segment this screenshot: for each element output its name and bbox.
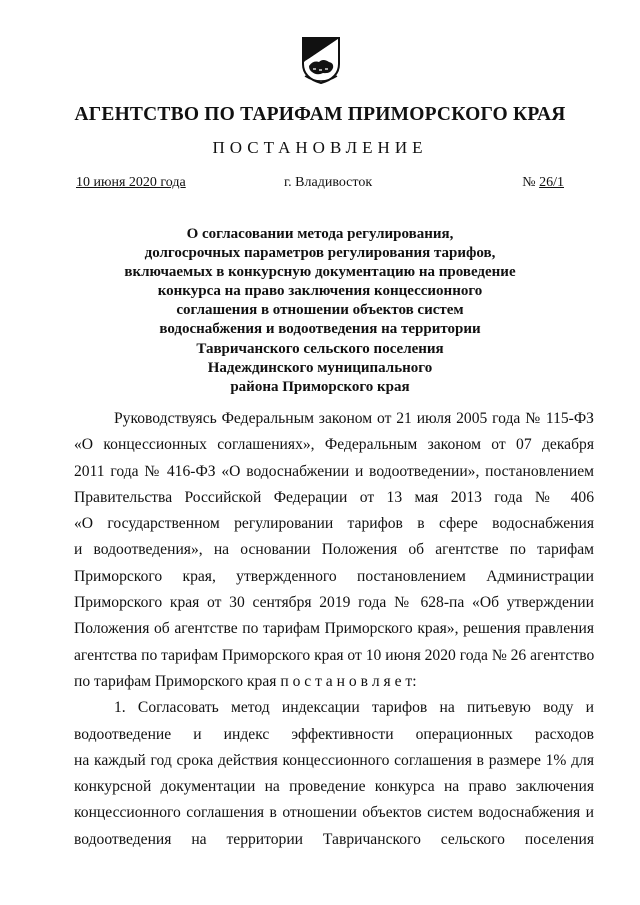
subject-line: соглашения в отношении объектов систем	[176, 302, 464, 319]
body-line: «О концессионных соглашениях», Федеральным законом от 07 декабря	[74, 436, 594, 454]
coat-of-arms-emblem	[301, 36, 341, 84]
body-line: 2011 года № 416-ФЗ «О водоснабжении и водоотведении», постановлением	[74, 462, 594, 480]
body-line: по тарифам Приморского края п о с т а н о в л я е т:	[74, 672, 417, 690]
body-line: Положения об агентстве по тарифам Приморского края», решения правления	[74, 620, 594, 638]
subject-line: Тавричанского сельского поселения	[196, 340, 444, 357]
body-line: Приморского края, утвержденного постановлением Администрации	[74, 567, 594, 585]
body-line: и водоотведения», на основании Положения об агентстве по тарифам	[74, 541, 594, 559]
body-line: Руководствуясь Федеральным законом от 21 июля 2005 года № 115-ФЗ	[114, 410, 594, 427]
body-line: водоотведение и индекс эффективности операционных расходов	[74, 725, 594, 743]
number-value: 26/1	[539, 175, 564, 190]
subject-line: конкурса на право заключения концессионного	[157, 283, 483, 300]
document-subject	[90, 225, 550, 397]
subject-line: долгосрочных параметров регулирования тарифов,	[144, 245, 496, 262]
document-city: г. Владивосток	[284, 175, 373, 190]
body-line: «О государственном регулировании тарифов в сфере водоснабжения	[74, 515, 594, 533]
subject-line: включаемых в конкурсную документацию на проведение	[124, 264, 516, 281]
body-line: конкурсной документации на проведение конкурса на право заключения	[74, 778, 594, 796]
subject-line: района Приморского края	[230, 378, 410, 395]
document-number	[522, 175, 564, 191]
document-body	[74, 406, 594, 853]
document-date: 10 июня 2020 года	[76, 175, 186, 190]
subject-line: О согласовании метода регулирования,	[186, 226, 454, 242]
subject-line: Надеждинского муниципального	[207, 359, 433, 376]
body-line: Приморского края от 30 сентября 2019 года № 628-па «Об утверждении	[74, 594, 594, 612]
body-line: водоотведения на территории Тавричанского сельского поселения	[74, 830, 594, 848]
body-line: Правительства Российской Федерации от 13 мая 2013 года № 406	[74, 488, 594, 506]
body-line: агентства по тарифам Приморского края от 10 июня 2020 года № 26 агентство	[74, 646, 595, 664]
document-type: ПОСТАНОВЛЕНИЕ	[212, 138, 428, 157]
body-line: 1. Согласовать метод индексации тарифов на питьевую воду и	[114, 699, 594, 717]
subject-line: водоснабжения и водоотведения на территории	[159, 321, 481, 338]
agency-title: АГЕНТСТВО ПО ТАРИФАМ ПРИМОРСКОГО КРАЯ	[74, 104, 566, 125]
body-line: концессионного соглашения в отношении объектов систем водоснабжения и	[74, 804, 594, 822]
body-line: на каждый год срока действия концессионного соглашения в размере 1% для	[74, 751, 594, 769]
number-sign: №	[522, 175, 536, 190]
